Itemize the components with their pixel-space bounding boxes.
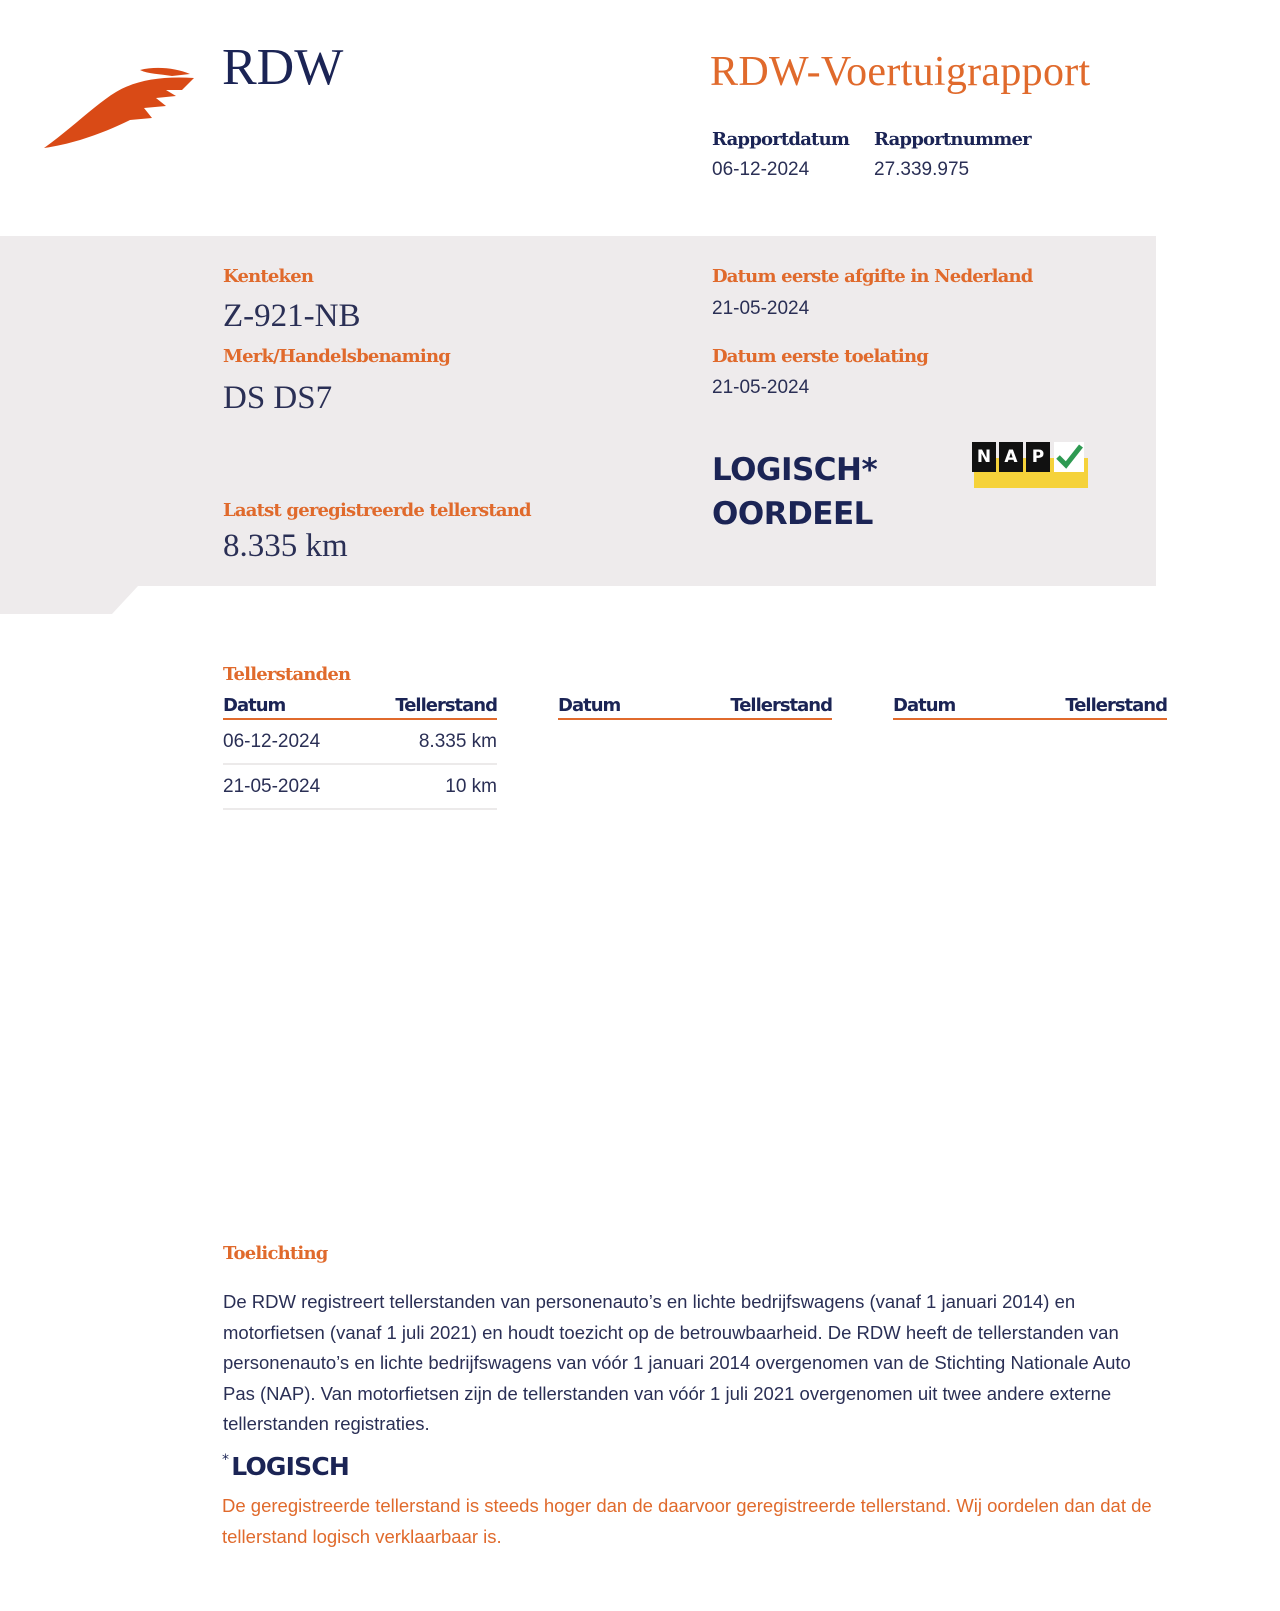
brand-name: RDW bbox=[222, 39, 344, 96]
row-reading: 8.335 km bbox=[418, 731, 497, 752]
verdict bbox=[712, 448, 877, 536]
first-issue-nl-label: Datum eerste afgifte in Nederland bbox=[712, 266, 1033, 287]
logisch-heading bbox=[222, 1452, 349, 1481]
make-value: DS DS7 bbox=[223, 380, 333, 416]
plate-value: Z-921-NB bbox=[223, 298, 361, 334]
plate-label: Kenteken bbox=[223, 266, 314, 287]
date-column-header: Datum bbox=[558, 695, 621, 716]
odometer-column-header bbox=[223, 695, 497, 720]
logisch-text: De geregistreerde tellerstand is steeds hoger dan de daarvoor geregistreerde tellerstand. Wij oordelen dan dat de tellerstand logisch verklaarbaar is. bbox=[222, 1495, 1152, 1547]
nap-letter-n: N bbox=[972, 442, 996, 472]
verdict-line1: LOGISCH* bbox=[712, 452, 878, 488]
report-number-label: Rapportnummer bbox=[874, 129, 1031, 150]
row-reading: 10 km bbox=[445, 776, 497, 797]
rdw-logo-icon bbox=[44, 66, 196, 150]
odometer-column-1 bbox=[223, 695, 497, 810]
logisch-title: LOGISCH bbox=[231, 1452, 349, 1481]
odometer-section-title: Tellerstanden bbox=[223, 664, 351, 685]
explanation-text: De RDW registreert tellerstanden van personenauto’s en lichte bedrijfswagens (vanaf 1 januari 2014) en motorfietsen (vanaf 1 juli 2021) en houdt toezicht op de betrouwbaarheid. De RDW heeft de tellerstanden van personenauto’s en lichte bedrijfswagens van vóór 1 januari 2014 overgenomen van de Stichting Nationale Auto Pas (NAP). Van motorfietsen zijn de tellerstanden van vóór 1 juli 2021 overgenomen uit twee andere externe tellerstanden registraties. bbox=[223, 1291, 1131, 1434]
first-admission-label: Datum eerste toelating bbox=[712, 346, 929, 367]
nap-letter-p: P bbox=[1026, 442, 1050, 472]
make-label: Merk/Handelsbenaming bbox=[223, 346, 451, 367]
summary-panel bbox=[0, 236, 1160, 616]
last-odometer-value: 8.335 km bbox=[223, 528, 348, 564]
odometer-column-header bbox=[893, 695, 1167, 720]
reading-column-header: Tellerstand bbox=[1065, 695, 1167, 716]
odometer-column-2 bbox=[558, 695, 832, 720]
report-date-label: Rapportdatum bbox=[712, 129, 850, 150]
asterisk: * bbox=[222, 1452, 229, 1468]
first-issue-nl-value: 21-05-2024 bbox=[712, 298, 810, 319]
nap-badge bbox=[972, 442, 1088, 490]
last-odometer-label: Laatst geregistreerde tellerstand bbox=[223, 500, 531, 521]
date-column-header: Datum bbox=[223, 695, 286, 716]
reading-column-header: Tellerstand bbox=[730, 695, 832, 716]
verdict-line2: OORDEEL bbox=[712, 496, 873, 532]
date-column-header: Datum bbox=[893, 695, 956, 716]
table-row bbox=[223, 720, 497, 765]
odometer-column-header bbox=[558, 695, 832, 720]
report-title: RDW-Voertuigrapport bbox=[710, 49, 1091, 95]
row-date: 06-12-2024 bbox=[223, 731, 321, 752]
first-admission-value: 21-05-2024 bbox=[712, 377, 810, 398]
table-row bbox=[223, 765, 497, 810]
row-date: 21-05-2024 bbox=[223, 776, 321, 797]
reading-column-header: Tellerstand bbox=[395, 695, 497, 716]
checkmark-icon bbox=[1054, 442, 1084, 472]
explanation-title: Toelichting bbox=[223, 1243, 328, 1264]
report-number: 27.339.975 bbox=[874, 159, 970, 180]
report-date: 06-12-2024 bbox=[712, 159, 810, 180]
odometer-column-3 bbox=[893, 695, 1167, 720]
nap-letter-a: A bbox=[999, 442, 1023, 472]
